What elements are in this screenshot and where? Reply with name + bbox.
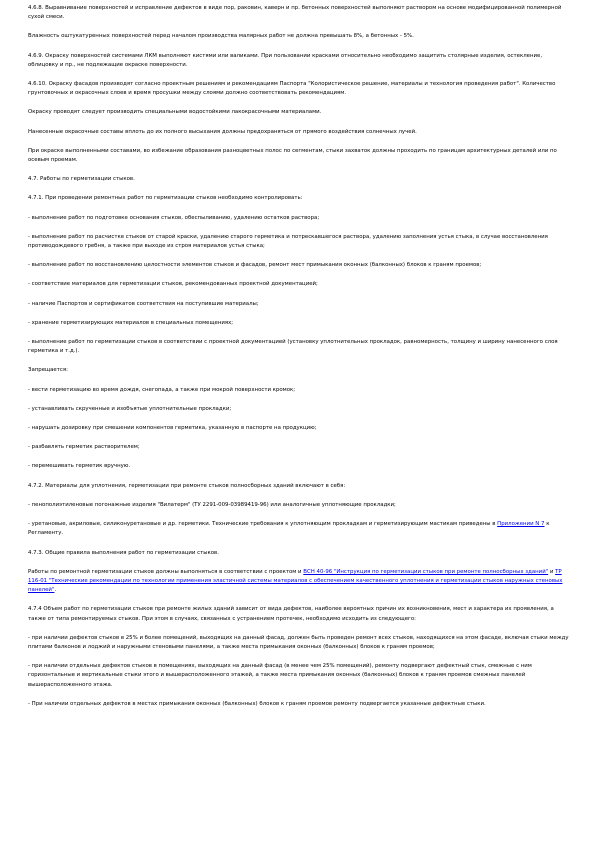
paragraph-text: - нарушать дозировку при смешении компонентов герметика, указанную в паспорте на продукцию; <box>28 425 317 432</box>
paragraph <box>28 4 570 22</box>
paragraph-text: - выполнение работ по расчистке стыков от старой краски, удалению старого герметика и потрескавшегося раствора, удалению заполнения устья стыка, в случае восстановления противодождевого гребня, а также при выходе из строя материалов устья стыка; <box>28 233 548 250</box>
paragraph <box>28 366 570 375</box>
paragraph <box>28 634 570 652</box>
paragraph <box>28 568 570 596</box>
paragraph-text: 4.7.4 Объем работ по герметизации стыков при ремонте жилых зданий зависит от вида дефектов, наиболее вероятных причин их возникновения, мест и характера их проявления, а также от типа ремонтируемых стыков. При этом в случаях, связанных с устранением протечек, необходимо исходить из следующего: <box>28 606 554 622</box>
document-link[interactable]: ТР 116-01 "Технические рекомендации по технологии применения эластичной системы материалов с обеспечением качественного уплотнения и герметизации стыков наружных стеновых панелей" <box>28 568 563 594</box>
paragraph <box>28 605 570 623</box>
paragraph-text: 4.7.2. Материалы для уплотнения, герметизации при ремонте стыков полносборных зданий включают в себя: <box>28 482 346 489</box>
paragraph-text: - выполнение работ по подготовке основания стыков, обеспыливанию, удалению остатков раствора; <box>28 214 320 221</box>
paragraph-text: - перемешивать герметик вручную. <box>28 463 131 470</box>
paragraph-text: - хранение герметизирующих материалов в специальных помещениях; <box>28 319 234 326</box>
paragraph-text: - При наличии отдельных дефектов в местах примыкания оконных (балконных) блоков к граням проемов ремонту подвергается указанные дефектные стыки. <box>28 700 486 707</box>
paragraph <box>28 233 570 251</box>
paragraph-text: 4.7.3. Общие правила выполнения работ по герметизации стыков. <box>28 549 219 556</box>
paragraph <box>28 501 570 510</box>
paragraph-text: Окраску проводят следует производить специальными водостойкими лакокрасочными материалами. <box>28 109 322 116</box>
paragraph <box>28 300 570 309</box>
paragraph-text: 4.6.8. Выравнивание поверхностей и исправление дефектов в виде пор, раковин, каверн и пр. бетонных поверхностей выполняют раствором на основе модифицированной полимерной сухой смеси. <box>28 5 562 21</box>
paragraph-text: и <box>548 568 556 575</box>
paragraph <box>28 482 570 491</box>
paragraph <box>28 280 570 289</box>
document-link[interactable]: ВСН 40-96 "Инструкция по герметизации стыков при ремонте полносборных зданий" <box>303 568 549 575</box>
paragraph-text: - пенополиэтиленовые погонажные изделия "Вилатерм" (ТУ 2291-009-03989419-96) или аналогичные уплотняющие прокладки; <box>28 501 396 508</box>
paragraph <box>28 405 570 414</box>
paragraph-text: 4.7. Работы по герметизации стыков. <box>28 176 135 183</box>
paragraph-text: - уретановые, акриловые, силиконуретановые и др. герметики. Технические требования к уплотняющим прокладкам и герметизирующим мастикам приведены в <box>28 521 498 528</box>
paragraph-text: Нанесенные окрасочные составы вплоть до их полного высыхания должны предохраняться от прямого воздействия солнечных лучей. <box>28 128 417 135</box>
paragraph-text: - выполнение работ по герметизации стыков в соответствии с проектной документацией (установку уплотнительных прокладок, равномерность, толщину и ширину нанесенного слоя герметика и т.д.). <box>28 339 558 355</box>
paragraph <box>28 32 570 41</box>
paragraph <box>28 194 570 203</box>
paragraph-text: При окраске выполненными составами, во избежание образования разноцветных полос по сегментам, стыки захваток должны проходить по границам архитектурных деталей или по осевым проемам. <box>28 147 557 164</box>
paragraph <box>28 175 570 184</box>
paragraph <box>28 147 570 165</box>
paragraph <box>28 319 570 328</box>
paragraph-text: - при наличии дефектов стыков в 25% и более помещений, выходящих на данный фасад, должен быть проведен ремонт всех стыков, находящихся на этом фасаде, включая стыки между плитами балконов и лоджий и наружными стеновыми панелями, а также места примыкания оконных (балконных) блоков к граням проемов; <box>28 634 569 650</box>
paragraph-text: - при наличии отдельных дефектов стыков в помещениях, выходящих на данный фасад (в менее чем 25% помещений), ремонту подвергают дефектный стык, смежные с ним горизонтальные и вертикальные стыки этого и вышерасположенного этажей, а также места примыкания оконных (балконных) блоков к граням проемов смежных панелей вышерасположенного этажа. <box>28 663 532 688</box>
paragraph <box>28 338 570 356</box>
paragraph-text: Работы по ремонтной герметизации стыков должны выполняться в соответствии с проектом и <box>28 568 304 575</box>
paragraph-text: - вести герметизацию во время дождя, снегопада, а также при мокрой поверхности кромок; <box>28 386 296 393</box>
paragraph <box>28 80 570 98</box>
paragraph <box>28 443 570 452</box>
paragraph <box>28 52 570 70</box>
paragraph-text: к Регламенту. <box>28 521 550 537</box>
paragraph-text: Запрещается: <box>28 367 68 374</box>
paragraph-text: - соответствие материалов для герметизации стыков, рекомендованных проектной документацией; <box>28 281 318 288</box>
paragraph-text: 4.6.10. Окраску фасадов производят согласно проектным решениям и рекомендациям Паспорта "Колористическое решение, материалы и технология проведения работ". Количество грунтовочных и окрасочных слоев и время просушки между слоями должно соответствовать рекомендациям. <box>28 81 556 97</box>
paragraph-text: 4.7.1. При проведении ремонтных работ по герметизации стыков необходимо контролировать: <box>28 195 303 202</box>
paragraph <box>28 108 570 117</box>
paragraph <box>28 462 570 471</box>
document-page <box>28 4 570 719</box>
paragraph <box>28 214 570 223</box>
paragraph <box>28 520 570 538</box>
paragraph <box>28 424 570 433</box>
paragraph <box>28 549 570 558</box>
paragraph-text: Влажность оштукатуренных поверхностей перед началом производства малярных работ не должна превышать 8%, а бетонных - 5%. <box>28 33 414 40</box>
document-link[interactable]: Приложении N 7 <box>497 521 545 528</box>
paragraph <box>28 700 570 709</box>
paragraph <box>28 128 570 137</box>
paragraph-text: . <box>54 587 57 594</box>
paragraph <box>28 386 570 395</box>
paragraph-text: - устанавливать скрученные и изобъятые уплотнительные прокладки; <box>28 405 232 412</box>
paragraph <box>28 261 570 270</box>
paragraph-text: 4.6.9. Окраску поверхностей системами ЛКМ выполняют кистями или валиками. При пользовании красками относительно необходимо защитить столярные изделия, остекление, облицовку и пр., не подлежащие окраске поверхности. <box>28 52 543 68</box>
paragraph-text: - наличие Паспортов и сертификатов соответствия на поступившие материалы; <box>28 300 259 307</box>
paragraph-text: - разбавлять герметик растворителем; <box>28 444 140 451</box>
paragraph-text: - выполнение работ по восстановлению целостности элементов стыков и фасадов, ремонт мест примыкания оконных (балконных) блоков к граням проемов; <box>28 262 482 269</box>
paragraph <box>28 662 570 690</box>
